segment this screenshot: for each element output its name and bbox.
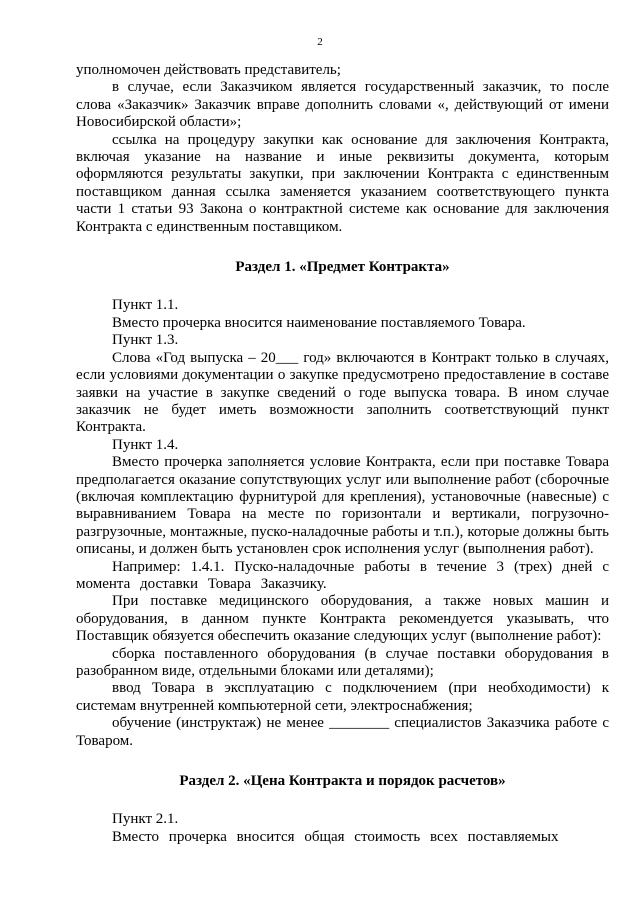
- clause-1-1-title: Пункт 1.1.: [112, 297, 179, 314]
- clause-1-4-text: Вместо прочерка заполняется условие Контракта, если при поставке Товара предполагается оказание сопутствующих услуг или выполнение работ (сборочные (включая комплектацию фурнитурой для крепления), установочные (навесные) с выравниванием Товара на месте по горизонтали и вертикали, погрузочно-разгрузочные, монтажные, пуско-наладочные работы и т.п.), которые должны быть описаны, и должен быть установлен срок исполнения услуг (выполнения работ).: [76, 454, 609, 558]
- clause-1-3-text: Слова «Год выпуска – 20___ год» включаются в Контракт только в случаях, если условиями документации о закупке предусмотрено предоставление в составе заявки на участие в закупке сведений о годе выпуска товара. В ином случае заказчик не будет иметь возможности заполнить соответствующий пункт Контракта.: [76, 349, 609, 436]
- page-number: 2: [317, 36, 323, 48]
- paragraph-procurement-reference: ссылка на процедуру закупки как основание для заключения Контракта, включая указание на название и иные реквизиты документа, которым оформляются результаты закупки, при заключении Контракта с единственным поставщиком данная ссылка заменяется указанием соответствующего пункта части 1 статьи 93 Закона о контрактной системе как основание для заключения Контракта с единственным поставщиком.: [76, 131, 609, 235]
- clause-1-1-text: Вместо прочерка вносится наименование поставляемого Товара.: [112, 314, 526, 331]
- clause-1-4-title: Пункт 1.4.: [112, 436, 179, 453]
- clause-1-4-example: Например: 1.4.1. Пуско-наладочные работы в течение 3 (трех) дней с момента доставки Товара Заказчику.: [76, 558, 609, 592]
- clause-1-3-title: Пункт 1.3.: [112, 332, 179, 349]
- clause-2-1-title: Пункт 2.1.: [112, 811, 179, 828]
- clause-2-1-text: Вместо прочерка вносится общая стоимость всех поставляемых: [112, 828, 559, 845]
- document-body: [76, 62, 609, 846]
- paragraph-gov-customer: в случае, если Заказчиком является государственный заказчик, то после слова «Заказчик» Заказчик вправе дополнить словами «, действующий от имени Новосибирской области»;: [76, 79, 609, 131]
- section-2-heading: Раздел 2. «Цена Контракта и порядок расчетов»: [179, 773, 506, 790]
- clause-1-4-medical-equipment: При поставке медицинского оборудования, а также новых машин и оборудования, в данном пункте Контракта рекомендуется указывать, что Поставщик обязуется обеспечить оказание следующих услуг (выполнение работ):: [76, 593, 609, 645]
- clause-1-4-commissioning-item: ввод Товара в эксплуатацию с подключением (при необходимости) к системам внутренней компьютерной сети, электроснабжения;: [76, 680, 609, 714]
- section-1-heading: Раздел 1. «Предмет Контракта»: [235, 259, 450, 276]
- clause-1-4-training-item: обучение (инструктаж) не менее ________ специалистов Заказчика работе с Товаром.: [76, 715, 609, 749]
- paragraph-intro-end: уполномочен действовать представитель;: [76, 62, 341, 78]
- clause-1-4-assembly-item: сборка поставленного оборудования (в случае поставки оборудования в разобранном виде, отдельными блоками или деталями);: [76, 645, 609, 679]
